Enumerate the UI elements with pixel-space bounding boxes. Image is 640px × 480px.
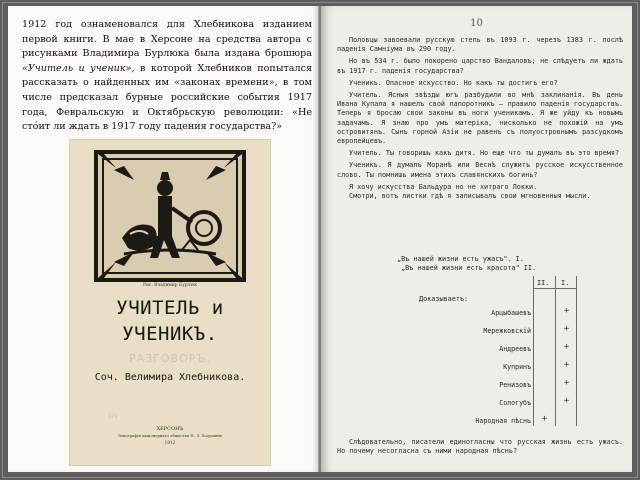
table-row xyxy=(337,377,623,395)
paragraph: Ученикъ. Опасное искусство. Но какъ ты достигъ его? xyxy=(349,78,558,87)
writer-name: Купринъ xyxy=(503,363,531,371)
writer-name: Ренизовъ xyxy=(499,381,531,389)
cover-city: ХЕРСОНЪ xyxy=(156,426,184,432)
cover-title-line2: УЧЕНИКЪ. xyxy=(122,323,218,345)
left-page xyxy=(8,6,319,472)
page-number: 10 xyxy=(470,18,483,29)
writer-name: Сологубъ xyxy=(499,399,531,407)
cover-subtitle: РАЗГОВОРЪ. xyxy=(128,352,212,365)
cover-year: 1912 xyxy=(164,440,176,445)
cover-caption: Рис. Владимир Бурлюк xyxy=(143,283,197,288)
quote-line: „Въ нашей жизни есть красота" II. xyxy=(401,264,537,273)
cover-price-mark: 1/4 xyxy=(108,413,118,420)
cover-illustration xyxy=(94,150,246,282)
mark-i: + xyxy=(563,396,570,406)
writer-name: Арцыбашевъ xyxy=(491,309,531,317)
paragraph: Но въ 534 г. было покорено царство Вандаловъ; не слѣдуетъ ли ждать въ 1917 г. паденія государства? xyxy=(337,57,623,75)
writer-name: Народная пѣснь xyxy=(475,417,531,425)
intro-text-part1: 1912 год ознаменовался для Хлебникова изданием первой книги. В мае в Херсоне на средства автора с рисунками Владимира Бурлюка была издана брошюра xyxy=(22,19,312,60)
writer-name: Мережковскій xyxy=(483,327,531,335)
table-row xyxy=(337,413,623,431)
mark-i: + xyxy=(563,342,570,352)
paragraph: Учитель. Ясныя звѣзды югъ разбудили во мнѣ заклинанія. Въ день Ивана Купала я нашелъ свой папоротникъ — правило паденія государствъ. Теперь я бросаю свои законы въ ноги ученикамъ. Я же уйду къ новымъ задачамъ. Я знаю про умъ матерiка, нисколько не похожій на умъ островитянъ. Сынъ горной Азіи не равенъ съ полуостровнымъ разсудкомъ европейцевъ. xyxy=(337,91,623,146)
cover-title-line1: УЧИТЕЛЬ и xyxy=(116,297,224,319)
column-header-i: I. xyxy=(561,279,570,287)
writer-name: Андреевъ xyxy=(499,345,531,353)
paragraph: Половцы завоевали русскую степь въ 1093 г. черезъ 1383 г. послѣ паденія Самніума въ 290 году. xyxy=(337,36,623,54)
table-intro-label: Доказываетъ: xyxy=(419,295,469,303)
table-header-rule xyxy=(533,288,577,289)
intro-paragraph xyxy=(22,18,312,135)
quote-block xyxy=(397,255,536,273)
paragraph: Смотри, вотъ листки гдѣ я записывалъ свои мгновенныя мысли. xyxy=(349,192,591,201)
table-row xyxy=(337,323,623,341)
conclusion-paragraph: Слѣдовательно, писатели единогласны что русская жизнь есть ужасъ. Но почему несогласна съ ними народная пѣснь? xyxy=(337,438,623,456)
column-header-ii: II. xyxy=(537,279,550,287)
book-title-italic: «Учитель и ученик» xyxy=(22,62,132,74)
mark-ii: + xyxy=(541,414,548,424)
table-row xyxy=(337,341,623,359)
right-page xyxy=(321,6,632,472)
mark-i: + xyxy=(563,360,570,370)
table-row xyxy=(337,359,623,377)
paragraph: Ученикъ. Я думалъ Моранѣ или Веснѣ служитъ русское искусственное слово. Ты помнишь имена этихъ славянскихъ богинь? xyxy=(337,161,623,179)
mark-i: + xyxy=(563,324,570,334)
book-cover-image xyxy=(70,140,270,465)
mark-i: + xyxy=(563,378,570,388)
cover-author: Соч. Велимира Хлебникова. xyxy=(94,372,246,383)
cover-press: Типографія акціонернаго общества Н. Л. Ходушинъ xyxy=(117,433,223,438)
intro-text-part2: , в которой Хлебников попытался рассказать о найденных им «законах времени», в том числе предсказал бурные российские события 1917 года, Февральскую и Октябрьскую революции: «Не сто́ит ли ждать в 1917 году падения государства?» xyxy=(22,62,312,133)
table-row xyxy=(337,305,623,323)
mark-i: + xyxy=(563,306,570,316)
quote-line: „Въ нашей жизни есть ужасъ". I. xyxy=(397,255,524,263)
paragraph: Учитель. Ты говоришь какъ дитя. Но еще что ты думалъ въ это время? xyxy=(349,149,620,158)
scanned-text xyxy=(337,36,623,201)
paragraph: Я хочу искусства Бальдура но не хитраго Локки. xyxy=(349,182,538,191)
table-row xyxy=(337,395,623,413)
